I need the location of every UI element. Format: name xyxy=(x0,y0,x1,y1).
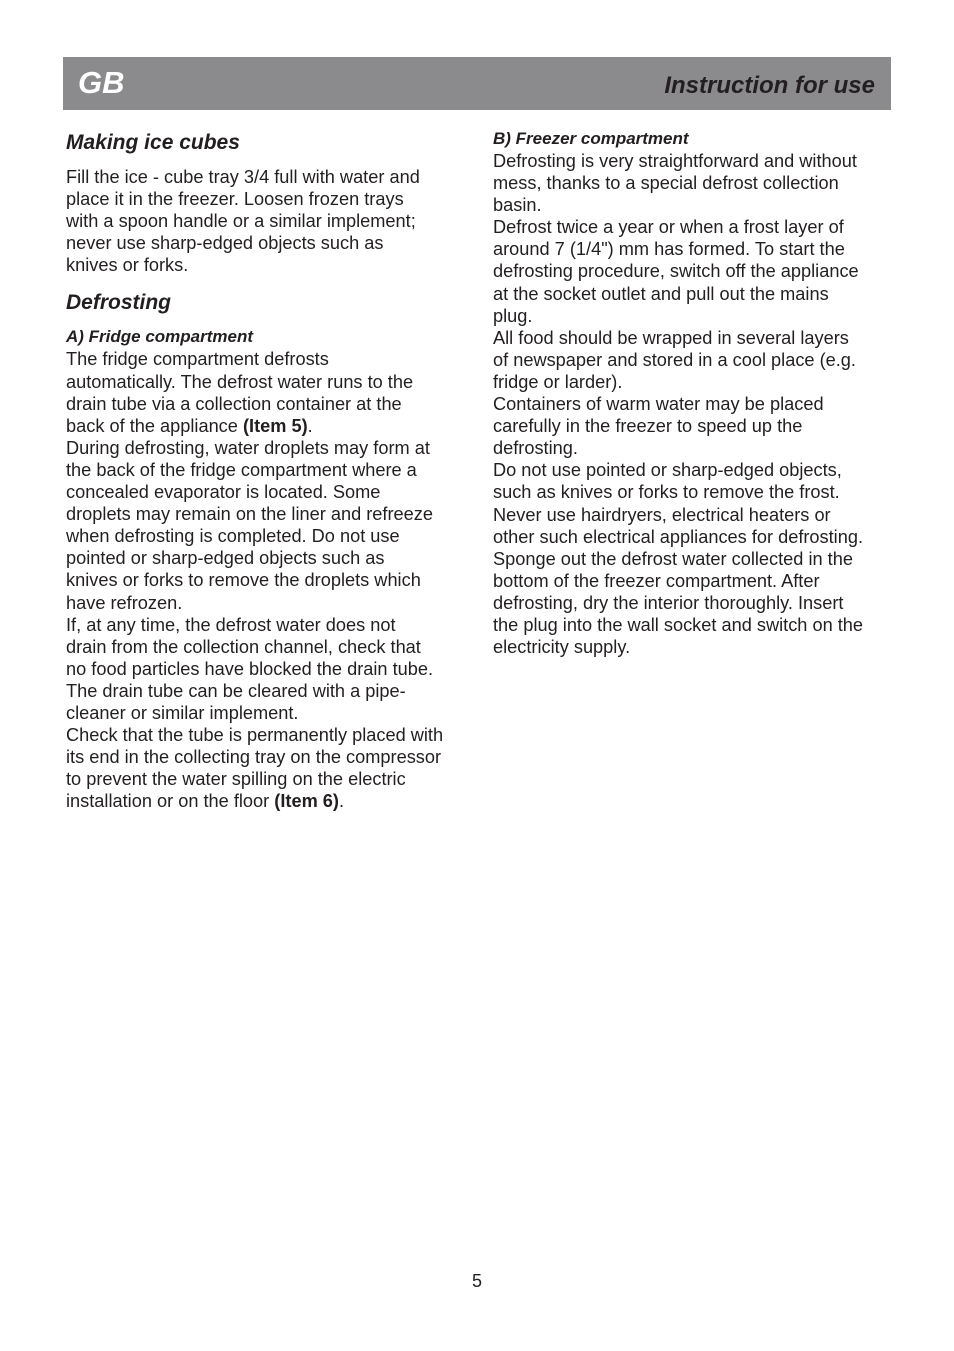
text-line: Never use hairdryers, electrical heaters or xyxy=(493,504,831,525)
text-line: pointed or sharp-edged objects such as xyxy=(66,548,385,569)
text-line: have refrozen. xyxy=(66,592,183,613)
text-line: fridge or larder). xyxy=(493,371,623,392)
text-line-item5: back of the appliance (Item 5). xyxy=(66,415,313,436)
text-line: Do not use pointed or sharp-edged objects, xyxy=(493,460,842,481)
text-line: with a spoon handle or a similar implement; xyxy=(66,211,416,232)
item6-reference: (Item 6) xyxy=(274,791,339,812)
text-line: electricity supply. xyxy=(493,637,631,658)
text-line: basin. xyxy=(493,195,542,216)
text-line: plug. xyxy=(493,305,533,326)
text-line: no food particles have blocked the drain tube. xyxy=(66,658,434,679)
right-column xyxy=(493,128,893,658)
text-line: its end in the collecting tray on the compressor xyxy=(66,747,442,768)
text-line: droplets may remain on the liner and refreeze xyxy=(66,504,433,525)
text-line: All food should be wrapped in several layers xyxy=(493,327,849,348)
ice-cubes-text xyxy=(66,166,466,276)
text-line: cleaner or similar implement. xyxy=(66,702,299,723)
text-line: If, at any time, the defrost water does not xyxy=(66,614,396,635)
page-number: 5 xyxy=(471,1271,482,1291)
text-line: place it in the freezer. Loosen frozen trays xyxy=(66,189,404,210)
text-line-item6: installation or on the floor (Item 6). xyxy=(66,791,345,812)
text-line: Containers of warm water may be placed xyxy=(493,394,824,415)
text-line: drain from the collection channel, check that xyxy=(66,636,421,657)
text-line: to prevent the water spilling on the electric xyxy=(66,769,406,790)
text-line: the plug into the wall socket and switch on the xyxy=(493,614,864,635)
text-line: During defrosting, water droplets may form at xyxy=(66,437,430,458)
text-line: knives or forks to remove the droplets which xyxy=(66,570,421,591)
text-line: around 7 (1/4") mm has formed. To start the xyxy=(493,239,845,260)
left-column xyxy=(66,128,466,812)
fridge-compartment-subheading: A) Fridge compartment xyxy=(66,327,254,347)
text-line: never use sharp-edged objects such as xyxy=(66,233,384,254)
item5-reference: (Item 5) xyxy=(242,415,308,436)
fridge-compartment-text xyxy=(66,348,466,812)
ice-cubes-heading: Making ice cubes xyxy=(66,131,240,154)
text-line: bottom of the freezer compartment. After xyxy=(493,570,820,591)
freezer-compartment-subheading: B) Freezer compartment xyxy=(493,129,689,148)
text-line: Fill the ice - cube tray 3/4 full with water and xyxy=(66,167,420,187)
text-line: such as knives or forks to remove the frost. xyxy=(493,482,840,503)
text-line: automatically. The defrost water runs to the xyxy=(66,371,414,392)
text-line: mess, thanks to a special defrost collection xyxy=(493,173,839,194)
text-line: The drain tube can be cleared with a pipe- xyxy=(66,680,406,701)
text-line: Defrosting is very straightforward and without xyxy=(493,151,857,171)
text-line: other such electrical appliances for defrosting. xyxy=(493,526,864,547)
text-line: the back of the fridge compartment where a xyxy=(66,459,417,480)
text-line: The fridge compartment defrosts xyxy=(66,349,329,370)
defrosting-heading: Defrosting xyxy=(66,291,171,315)
text-line: drain tube via a collection container at the xyxy=(66,393,402,414)
text-line: of newspaper and stored in a cool place (e.g. xyxy=(493,349,856,370)
text-line: at the socket outlet and pull out the mains xyxy=(493,283,829,304)
text-line: concealed evaporator is located. Some xyxy=(66,482,381,503)
text-line: defrosting, dry the interior thoroughly. Insert xyxy=(493,592,844,613)
page-header xyxy=(63,57,891,110)
text-line: Check that the tube is permanently placed with xyxy=(66,725,444,746)
text-line: when defrosting is completed. Do not use xyxy=(66,526,400,547)
language-code: GB xyxy=(78,65,125,100)
header-title: Instruction for use xyxy=(664,72,875,99)
freezer-compartment-text xyxy=(493,150,893,658)
text-line: defrosting procedure, switch off the appliance xyxy=(493,261,859,282)
text-line: carefully in the freezer to speed up the xyxy=(493,416,803,437)
text-line: defrosting. xyxy=(493,438,578,459)
text-line: Defrost twice a year or when a frost layer of xyxy=(493,217,844,238)
text-line: knives or forks. xyxy=(66,255,189,276)
text-line: Sponge out the defrost water collected in the xyxy=(493,548,853,569)
